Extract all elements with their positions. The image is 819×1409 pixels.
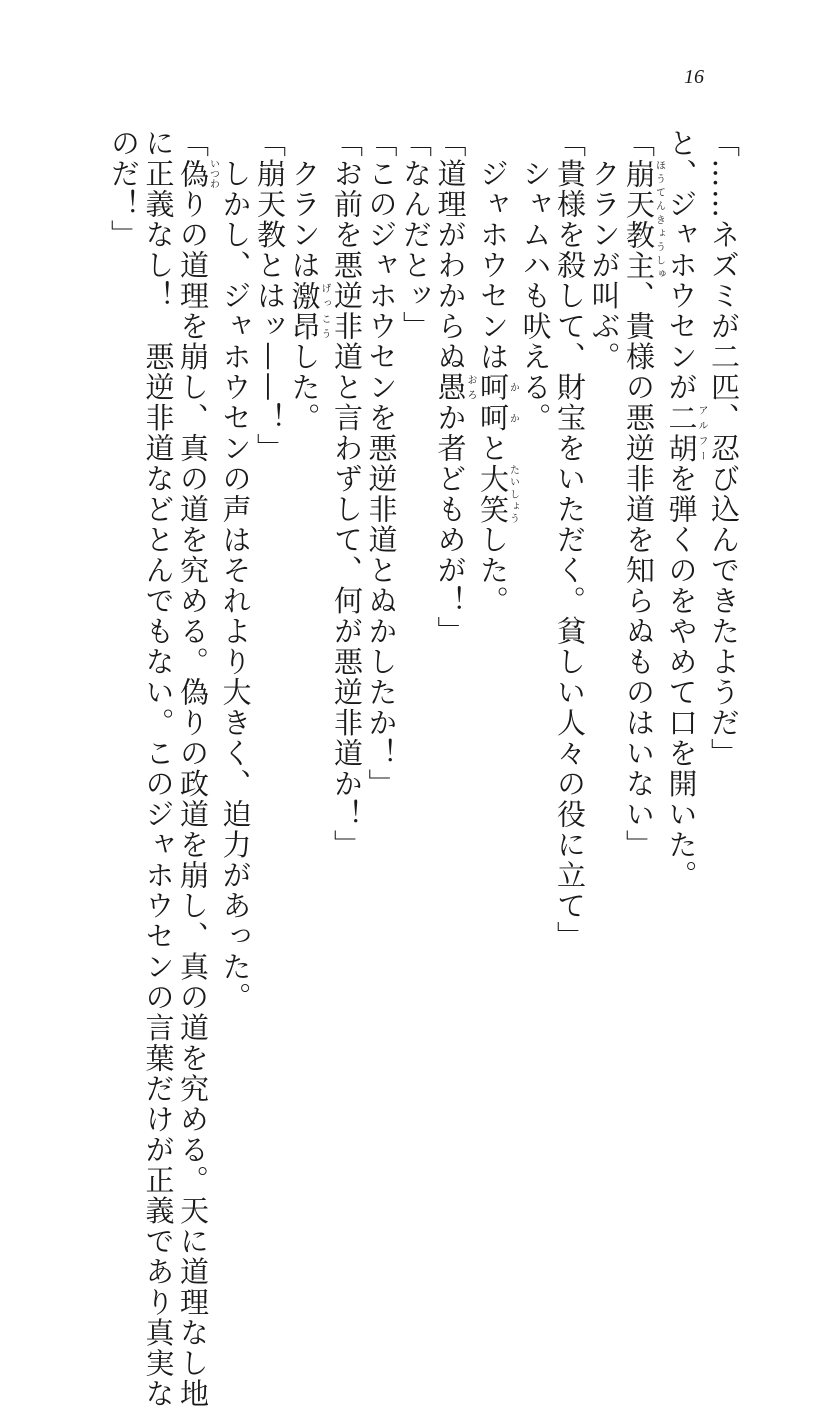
text-line: [553, 128, 588, 1158]
text-segment: ジャホウセンは: [476, 128, 510, 372]
text-segment: 「貴様を殺して、財宝をいただく。貧しい人々の役に立て」: [553, 128, 587, 952]
text-line: [518, 128, 553, 1158]
ruby-reading: いつわ: [207, 158, 219, 189]
text-line: [433, 128, 476, 1158]
text-line: [399, 128, 434, 1158]
text-segment: か者どもめが！」: [433, 402, 468, 647]
text-segment: 「……ネズミが二匹、忍び込んできたようだ」: [707, 128, 741, 769]
text-line: [622, 128, 665, 1158]
text-segment: 「崩天教とはッ——！」: [253, 128, 287, 464]
ruby-base: 崩天教主: [622, 158, 656, 281]
ruby-reading: たいしょう: [507, 463, 519, 525]
ruby-reading: おろ: [465, 372, 476, 403]
text-segment: と: [476, 433, 510, 464]
text-segment: シャムハも吠える。: [518, 128, 553, 433]
text-segment: クランは: [287, 128, 322, 281]
text-segment: クランが叫ぶ。: [587, 128, 622, 372]
ruby-reading: ほうてんきょうしゅ: [653, 158, 665, 281]
text-line: [176, 128, 219, 1409]
text-segment: 「: [622, 128, 656, 159]
text-line: [141, 128, 176, 1409]
text-line: [587, 128, 622, 1158]
ruby-annotated-word: [433, 372, 476, 403]
text-segment: した。: [287, 341, 322, 433]
text-line: [330, 128, 365, 1158]
ruby-annotated-word: [664, 402, 707, 464]
text-line: [287, 128, 330, 1158]
ruby-annotated-word: [476, 463, 519, 525]
text-segment: りの道理を崩し、真の道を究める。偽りの政道を崩し、真の道を究める。天に道理なし地: [176, 189, 210, 1409]
text-line: [664, 128, 707, 1158]
text-segment: した。: [476, 524, 510, 616]
text-segment: 「お前を悪逆非道と言わずして、何が悪逆非道か！」: [330, 128, 364, 860]
ruby-reading: げっこう: [319, 280, 330, 342]
text-line: [707, 128, 742, 1158]
ruby-annotated-word: [287, 280, 330, 342]
text-segment: を弾くのをやめて口を開いた。: [664, 463, 699, 891]
text-line: [476, 128, 519, 1158]
text-line: [107, 128, 142, 1158]
ruby-annotated-word: [476, 372, 519, 433]
ruby-annotated-word: [622, 158, 665, 281]
text-segment: 「このジャホウセンを悪逆非道とぬかしたか！」: [364, 128, 399, 799]
ruby-annotated-word: [176, 158, 219, 190]
text-segment: と、ジャホウセンが: [664, 128, 699, 403]
ruby-base: 偽: [176, 158, 210, 189]
text-segment: のだ！」: [107, 128, 141, 250]
text-segment: 「なんだとッ」: [399, 128, 433, 342]
text-segment: 「道理がわからぬ: [433, 128, 468, 372]
text-segment: に正義なし！ 悪逆非道などとんでもない。このジャホウセンの言葉だけが正義であり真実な: [141, 128, 176, 1409]
text-line: [218, 128, 253, 1158]
text-line: [364, 128, 399, 1158]
ruby-base: 大笑: [476, 463, 510, 525]
ruby-base: 二胡: [664, 402, 699, 464]
page-number: 16: [684, 66, 704, 88]
text-segment: しかし、ジャホウセンの声はそれより大きく、迫力があった。: [218, 128, 253, 1013]
vertical-text-body: [61, 128, 741, 1409]
ruby-reading: アルフー: [696, 402, 707, 464]
text-segment: 「: [176, 128, 210, 159]
ruby-base: 呵呵: [476, 372, 510, 433]
ruby-base: 愚: [433, 372, 468, 403]
ruby-reading: かか: [507, 372, 519, 433]
text-line: [253, 128, 288, 1158]
ruby-base: 激昂: [287, 280, 322, 342]
text-segment: 、貴様の悪逆非道を知らぬものはいない」: [622, 280, 656, 860]
